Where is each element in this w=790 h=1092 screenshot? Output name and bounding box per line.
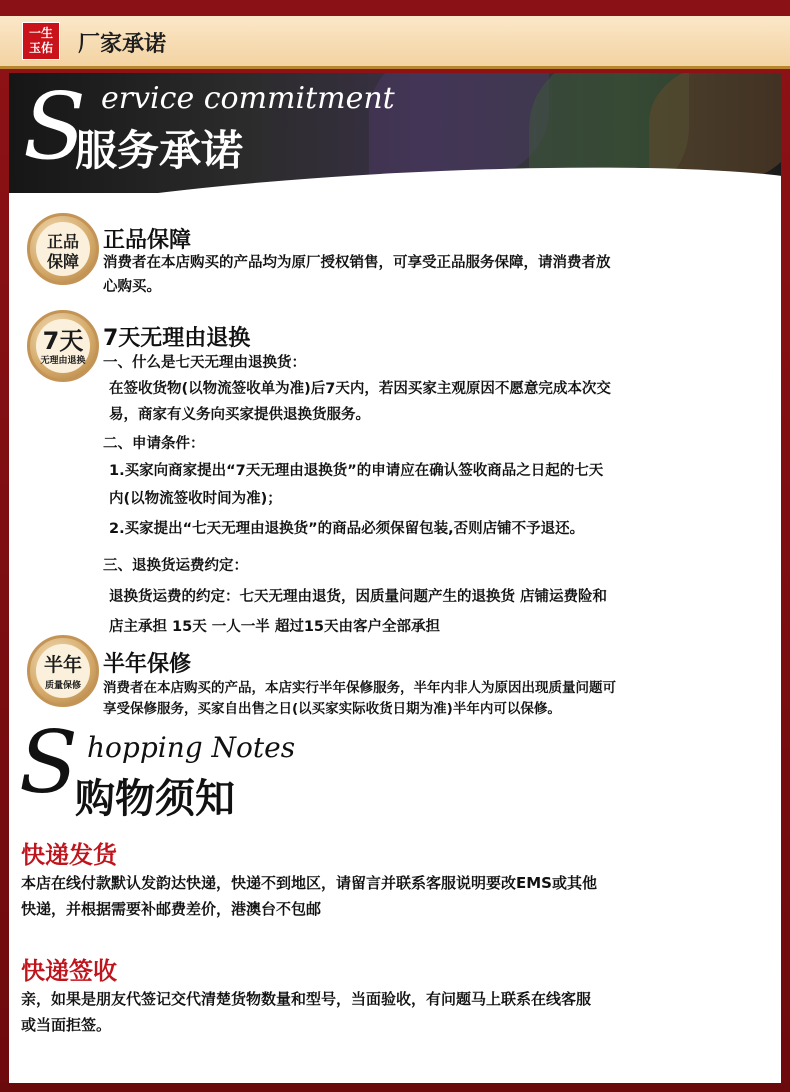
returns-q2-text-1: 1.买家向商家提出“7天无理由退换货”的申请应在确认签收商品之日起的七天 [109,463,604,479]
shipping-text-1: 本店在线付款默认发韵达快递，快递不到地区，请留言并联系客服说明要改EMS或其他 [21,874,597,892]
brand-logo [22,22,60,60]
genuine-badge [27,213,99,285]
warranty-title: 半年保修 [103,652,192,677]
warranty-badge-small: 质量保修 [44,681,81,691]
receipt-text-1: 亲，如果是朋友代签记交代清楚货物数量和型号，当面验收，有问题马上联系在线客服 [21,990,592,1008]
service-script-title: ervice commitment [101,81,395,116]
genuine-text-1: 消费者在本店购买的产品均为原厂授权销售，可享受正品服务保障，请消费者放 [103,255,611,271]
returns-q3-text-2: 店主承担 15天 一人一半 超过15天由客户全部承担 [109,619,440,635]
shopping-script-title: hopping Notes [87,731,296,764]
top-strip [0,0,790,16]
returns-q1-text-1: 在签收货物(以物流签收单为准)后7天内，若因买家主观原因不愿意完成本次交 [109,381,611,397]
returns-title: 7天无理由退换 [103,326,251,351]
warranty-text-1: 消费者在本店购买的产品，本店实行半年保修服务，半年内非人为原因出现质量问题可 [103,680,616,696]
leaf-decoration [369,73,549,183]
returns-q3: 三、退换货运费约定： [103,558,248,574]
logo-line-1: 一生 [28,26,53,40]
warranty-badge [27,635,99,707]
header-title: 厂家承诺 [78,32,167,57]
header-bar [0,16,790,69]
returns-q2: 二、申请条件： [103,436,205,452]
shopping-title: 购物须知 [75,776,235,822]
shipping-title: 快递发货 [21,841,117,869]
genuine-text-2: 心购买。 [103,279,161,295]
shopping-script-initial: S [19,713,78,813]
returns-badge-big: 7天 [42,327,84,355]
genuine-title: 正品保障 [103,228,192,253]
bottom-strip [0,1083,790,1092]
returns-q2-text-3: 2.买家提出“七天无理由退换货”的商品必须保留包装,否则店铺不予退还。 [109,521,585,537]
content-panel [9,73,781,1083]
returns-q1-text-2: 易，商家有义务向买家提供退换货服务。 [109,407,370,423]
warranty-badge-big: 半年 [43,654,82,676]
returns-q2-text-2: 内(以物流签收时间为准)； [109,491,282,507]
service-title: 服务承诺 [75,126,244,175]
service-script-initial: S [23,73,87,180]
receipt-text-2: 或当面拒签。 [21,1016,112,1034]
genuine-badge-line-2: 保障 [46,252,79,271]
warranty-text-2: 享受保修服务，买家自出售之日(以买家实际收货日期为准)半年内可以保修。 [103,701,561,717]
logo-line-2: 玉佑 [28,41,53,55]
leaf-decoration [649,73,781,183]
returns-q1: 一、什么是七天无理由退换货： [103,355,306,371]
returns-badge [27,310,99,382]
receipt-title: 快递签收 [21,957,117,985]
shipping-text-2: 快递，并根据需要补邮费差价，港澳台不包邮 [21,900,322,918]
returns-badge-small: 无理由退换 [40,356,86,366]
genuine-badge-line-1: 正品 [46,232,79,251]
returns-q3-text-1: 退换货运费的约定：七天无理由退货，因质量问题产生的退换货 店铺运费险和 [109,589,608,605]
